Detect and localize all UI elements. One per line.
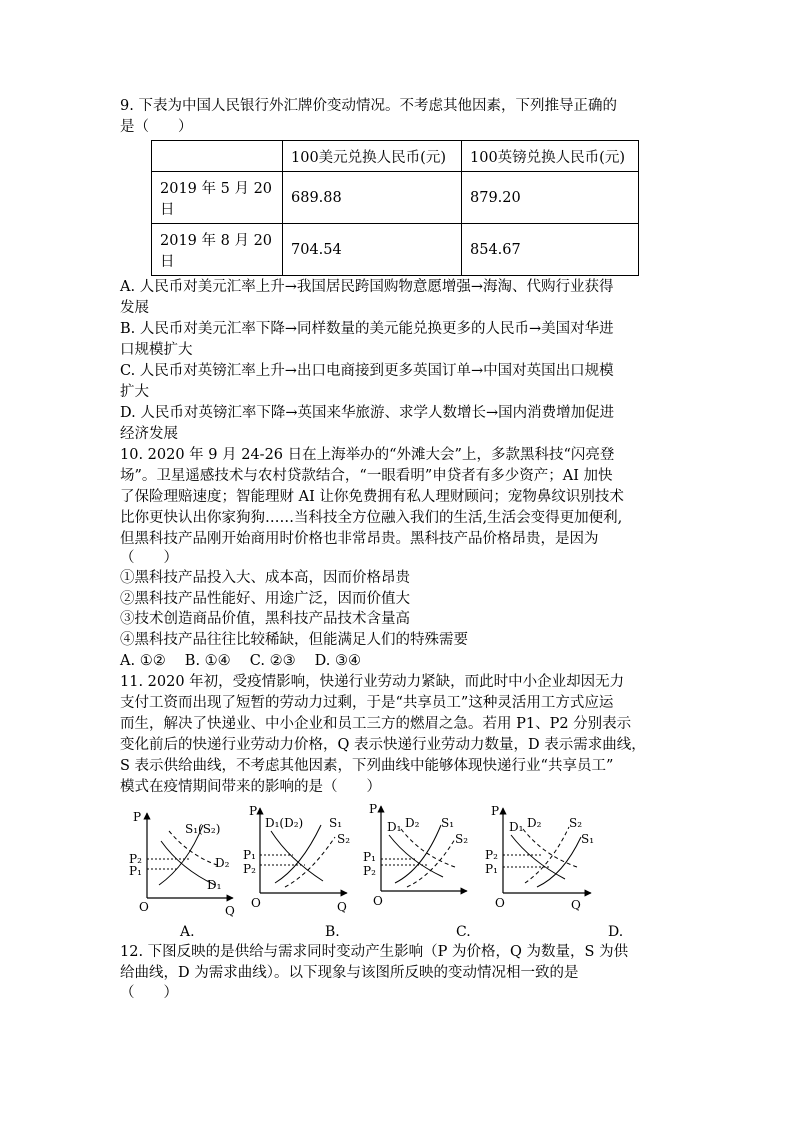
s1-label: S₁	[329, 816, 343, 830]
q12-line-3: （ ）	[120, 985, 178, 1001]
graph-b	[243, 804, 350, 914]
table-row	[152, 224, 639, 276]
q11-line-4: 变化前后的快递行业劳动力价格，Q 表示快递行业劳动力数量，D 表示需求曲线，	[120, 737, 646, 753]
date-cell-line: 2019 年 5 月 20	[160, 180, 273, 197]
q-axis-label: Q	[571, 898, 581, 912]
origin-label: O	[495, 896, 505, 910]
s2-label: S₂	[337, 832, 351, 846]
q11-line-6: 模式在疫情期间带来的影响的是（ ）	[120, 779, 381, 795]
demand-curve-d1	[389, 835, 443, 877]
s1-label: S₁	[581, 832, 595, 846]
graph-label-b: B.	[325, 924, 340, 940]
usd-rate-cell: 704.54	[283, 224, 462, 276]
q10-item-2: ②黑科技产品性能好、用途广泛，因而价值大	[120, 591, 410, 607]
q9-option-a-line-1: A. 人民币对美元汇率上升→我国居民跨国购物意愿增强→海淘、代购行业获得	[120, 279, 614, 295]
p-axis-label: P	[491, 804, 500, 818]
q9-option-b-line-2: 口规模扩大	[120, 342, 193, 358]
p-axis-label: P	[249, 804, 258, 818]
exchange-rate-table	[151, 140, 639, 276]
q9-option-d-line-1: D. 人民币对英镑汇率下降→英国来华旅游、求学人数增长→国内消费增加促进	[120, 405, 615, 421]
q11-line-2: 支付工资而出现了短暂的劳动力过剩，于是“共享员工”这种灵活用工方式应运	[120, 695, 614, 711]
demand-curve-d2	[523, 829, 577, 867]
p1-label: P₁	[363, 850, 376, 864]
supply-curve-s1	[395, 825, 441, 883]
q9-option-a-line-2: 发展	[120, 300, 149, 316]
d1-label: D₁	[207, 878, 222, 892]
p-axis-label: P	[369, 803, 378, 816]
s1-s2-label: S₁(S₂)	[185, 822, 221, 836]
table-row	[152, 172, 639, 224]
s1-label: S₁	[441, 816, 455, 830]
p2-label: P₂	[363, 864, 376, 878]
origin-label: O	[373, 894, 383, 908]
d1-label: D₁	[387, 820, 402, 834]
p2-label: P₂	[485, 848, 498, 862]
gbp-rate-cell: 879.20	[462, 172, 639, 224]
date-cell-line: 日	[160, 253, 175, 270]
table-header-cell	[152, 141, 283, 172]
origin-label: O	[251, 896, 261, 910]
q9-option-c-line-2: 扩大	[120, 384, 149, 400]
p1-label: P₁	[129, 864, 142, 878]
gbp-rate-cell: 854.67	[462, 224, 639, 276]
demand-curve-d2	[169, 831, 217, 865]
q9-option-d-line-2: 经济发展	[120, 426, 178, 442]
s2-label: S₂	[569, 816, 583, 830]
d1-label: D₁	[509, 820, 524, 834]
graph-label-c: C.	[456, 924, 471, 940]
q10-line-2: 场”。卫星遥感技术与农村贷款结合，“一眼看明”申贷者有多少资产；AI 加快	[120, 468, 613, 484]
table-header-cell: 100美元兑换人民币(元)	[283, 141, 462, 172]
q10-line-1: 10. 2020 年 9 月 24-26 日在上海举办的“外滩大会”上，多款黑科技“闪亮登	[120, 447, 615, 463]
p1-label: P₁	[243, 848, 256, 862]
q9-stem-line-1: 9. 下表为中国人民银行外汇牌价变动情况。不考虑其他因素，下列推导正确的	[120, 98, 617, 114]
q10-item-4: ④黑科技产品往往比较稀缺，但能满足人们的特殊需要	[120, 632, 468, 648]
q10-choices: A. ①② B. ①④ C. ②③ D. ③④	[120, 653, 362, 669]
q10-line-4: 比你更快认出你家狗狗……当科技全方位融入我们的生活,生活会变得更加便利,	[120, 510, 623, 526]
graph-a	[129, 810, 235, 918]
date-cell	[152, 224, 283, 276]
q9-stem-line-2: 是（ ）	[120, 119, 193, 135]
date-cell	[152, 172, 283, 224]
graph-label-a: A.	[180, 924, 195, 940]
q10-item-1: ①黑科技产品投入大、成本高，因而价格昂贵	[120, 570, 410, 586]
d2-label: D₂	[215, 856, 230, 870]
supply-curve-s1	[537, 837, 581, 887]
q9-option-c-line-1: C. 人民币对英镑汇率上升→出口电商接到更多英国订单→中国对英国出口规模	[120, 363, 614, 379]
q10-item-3: ③技术创造商品价值，黑科技产品技术含量高	[120, 611, 410, 627]
demand-curve-d2	[401, 829, 455, 867]
q10-line-6: （ ）	[120, 550, 178, 566]
q9-option-b-line-1: B. 人民币对美元汇率下降→同样数量的美元能兑换更多的人民币→美国对华进	[120, 321, 614, 337]
d1-d2-label: D₁(D₂)	[265, 816, 304, 830]
origin-label: O	[139, 900, 149, 914]
q10-line-5: 但黑科技产品刚开始商用时价格也非常昂贵。黑科技产品价格昂贵，是因为	[120, 531, 599, 547]
p2-label: P₂	[129, 852, 142, 866]
table-header-cell: 100英镑兑换人民币(元)	[462, 141, 639, 172]
usd-rate-cell: 689.88	[283, 172, 462, 224]
p-axis-label: P	[133, 810, 142, 824]
q11-line-5: S 表示供给曲线，不考虑其他因素，下列曲线中能够体现快递行业“共享员工”	[120, 758, 614, 774]
p2-label: P₂	[243, 862, 256, 876]
q12-line-1: 12. 下图反映的是供给与需求同时变动产生影响（P 为价格，Q 为数量，S 为供	[120, 944, 629, 960]
supply-curve-s1	[275, 825, 321, 883]
d2-label: D₂	[405, 816, 420, 830]
date-cell-line: 日	[160, 201, 175, 218]
demand-curve	[271, 831, 323, 881]
p1-label: P₁	[485, 862, 498, 876]
s2-label: S₂	[455, 832, 469, 846]
date-cell-line: 2019 年 8 月 20	[160, 232, 273, 249]
table-header-row	[152, 141, 639, 172]
q10-line-3: 了保险理赔速度；智能理财 AI 让你免费拥有私人理财顾问；宠物鼻纹识别技术	[120, 489, 624, 505]
q11-line-1: 11. 2020 年初，受疫情影响，快递行业劳动力紧缺，而此时中小企业却因无力	[120, 674, 625, 690]
q12-line-2: 给曲线，D 为需求曲线）。以下现象与该图所反映的变动情况相一致的是	[120, 965, 579, 981]
q-axis-label: Q	[337, 900, 347, 914]
supply-demand-graphs	[125, 803, 605, 940]
graph-label-d: D.	[608, 924, 624, 940]
q-axis-label: Q	[225, 904, 235, 918]
d2-label: D₂	[527, 816, 542, 830]
graph-c	[363, 803, 468, 908]
graph-d	[485, 804, 594, 912]
q11-line-3: 而生，解决了快递业、中小企业和员工三方的燃眉之急。若用 P1、P2 分别表示	[120, 716, 632, 732]
